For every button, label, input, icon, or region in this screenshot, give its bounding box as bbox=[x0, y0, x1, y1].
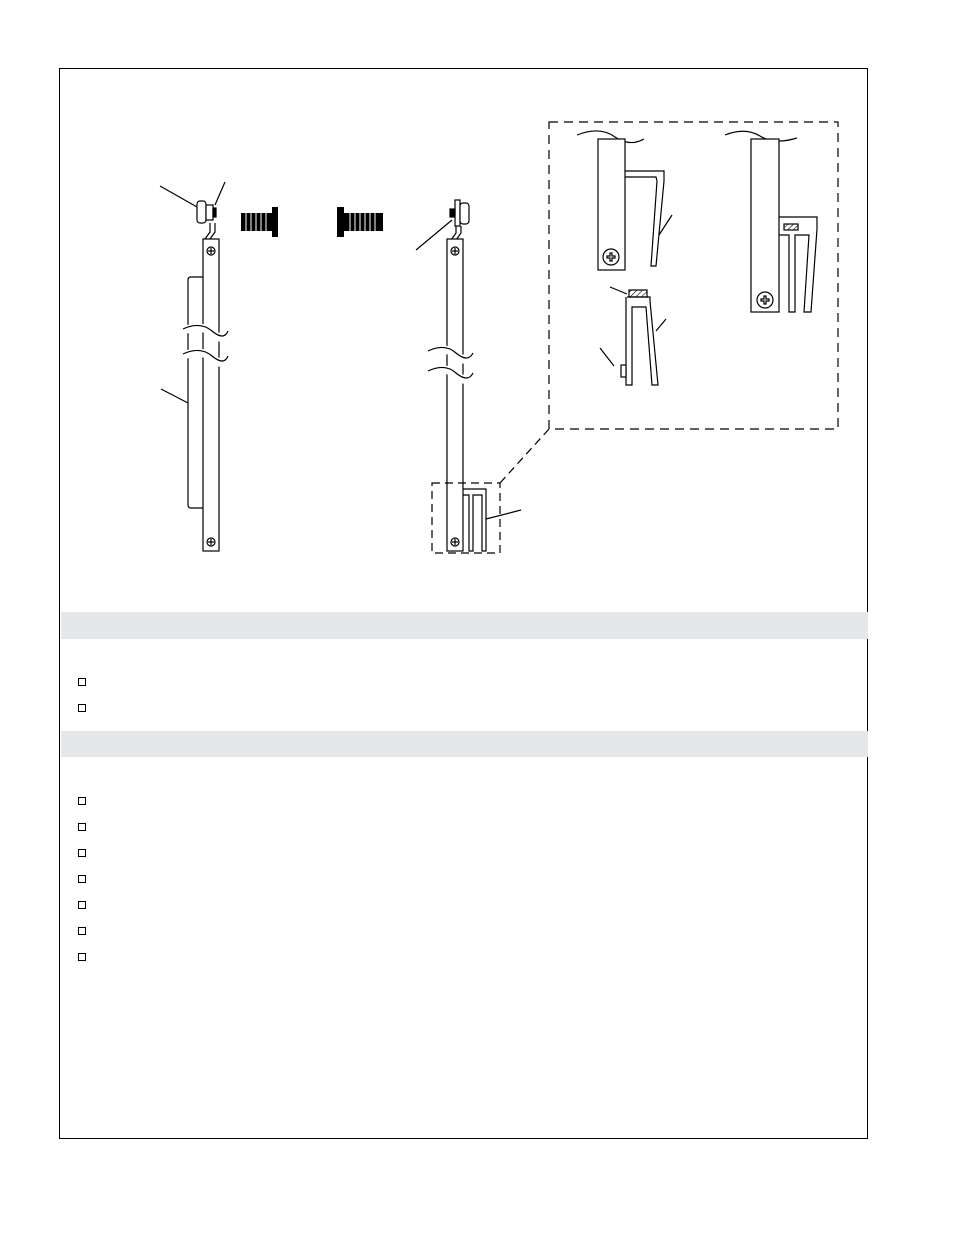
checklist-item bbox=[78, 918, 96, 944]
checklist-item bbox=[78, 669, 96, 695]
rail bbox=[447, 239, 463, 551]
section-header-band bbox=[61, 612, 868, 639]
roller-hub bbox=[206, 205, 213, 220]
checklist-item bbox=[78, 892, 96, 918]
checklist bbox=[78, 788, 96, 970]
threaded-bolt-icon bbox=[241, 207, 278, 237]
installation-illustration bbox=[60, 69, 869, 609]
checklist-item bbox=[78, 866, 96, 892]
roller-wheel bbox=[197, 201, 206, 223]
square-checkbox-icon[interactable] bbox=[78, 927, 86, 935]
middle-rail-assembly bbox=[416, 200, 549, 553]
square-checkbox-icon[interactable] bbox=[78, 953, 86, 961]
detail-inset bbox=[549, 122, 838, 429]
square-checkbox-icon[interactable] bbox=[78, 797, 86, 805]
document-frame bbox=[59, 68, 868, 1139]
checklist-item bbox=[78, 944, 96, 970]
threaded-bolt-icon bbox=[337, 207, 383, 237]
section-header-band bbox=[61, 731, 868, 757]
rail bbox=[203, 239, 219, 551]
square-checkbox-icon[interactable] bbox=[78, 901, 86, 909]
square-checkbox-icon[interactable] bbox=[78, 823, 86, 831]
square-checkbox-icon[interactable] bbox=[78, 678, 86, 686]
checklist bbox=[78, 669, 96, 721]
square-checkbox-icon[interactable] bbox=[78, 875, 86, 883]
left-rail-assembly bbox=[160, 182, 228, 551]
checklist-item bbox=[78, 695, 96, 721]
square-checkbox-icon[interactable] bbox=[78, 704, 86, 712]
checklist-item bbox=[78, 814, 96, 840]
checklist-item bbox=[78, 788, 96, 814]
square-checkbox-icon[interactable] bbox=[78, 849, 86, 857]
checklist-item bbox=[78, 840, 96, 866]
